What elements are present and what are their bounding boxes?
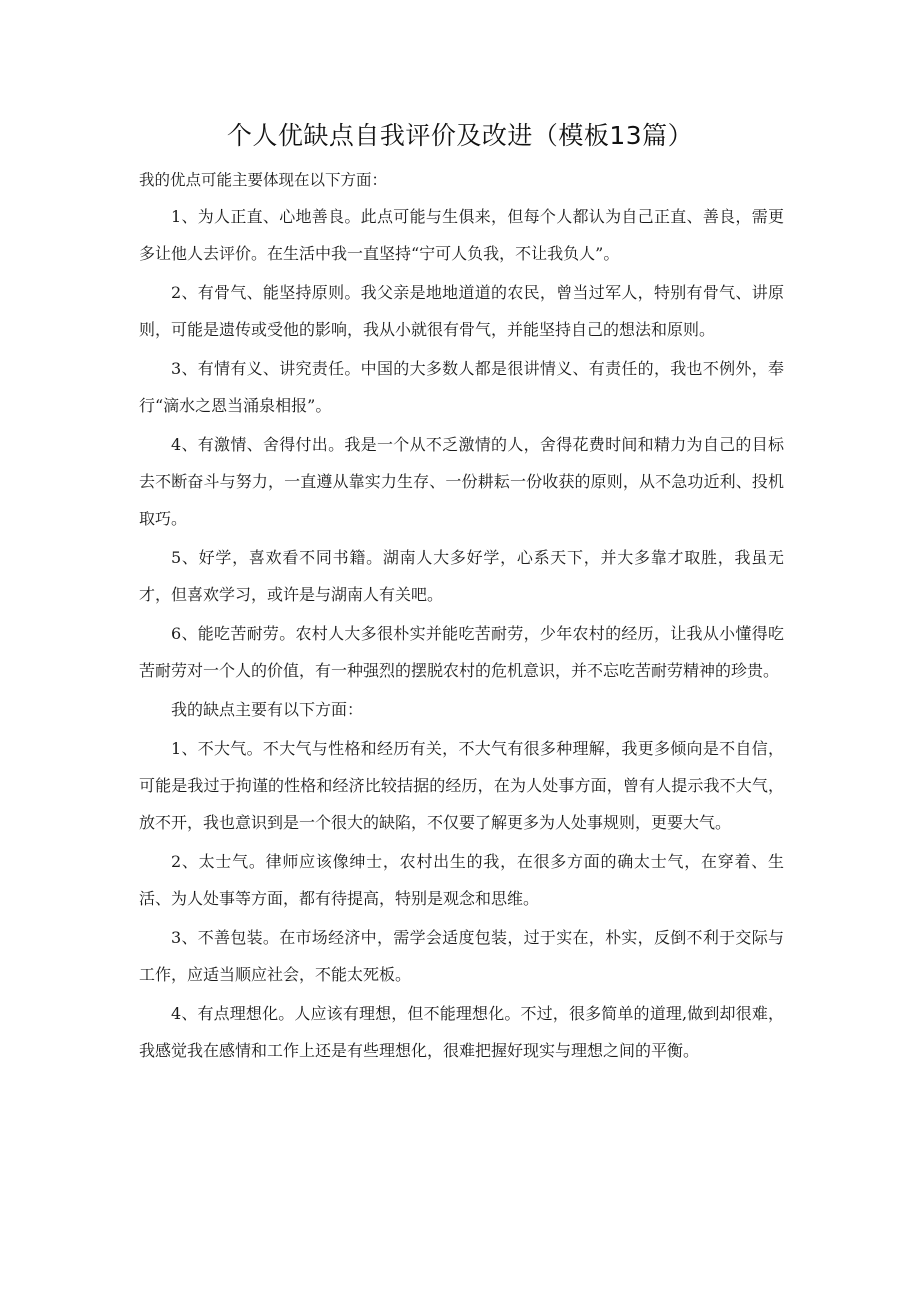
weaknesses-intro: 我的缺点主要有以下方面：: [171, 700, 364, 719]
strength-paragraph-1: 1、为人正直、心地善良。此点可能与生俱来，但每个人都认为自己正直、善良，需更多让他人去评价。在生活中我一直坚持“宁可人负我，不让我负人”。: [139, 207, 784, 263]
weakness-paragraph-1: 1、不大气。不大气与性格和经历有关，不大气有很多种理解，我更多倾向是不自信，可能是我过于拘谨的性格和经济比较拮据的经历，在为人处事方面，曾有人提示我不大气，放不开，我也意识到是一个很大的缺陷，不仅要了解更多为人处事规则，更要大气。: [139, 739, 784, 832]
weakness-paragraph-3: 3、不善包装。在市场经济中，需学会适度包装，过于实在，朴实，反倒不利于交际与工作，应适当顺应社会，不能太死板。: [139, 928, 784, 984]
strength-paragraph-6: 6、能吃苦耐劳。农村人大多很朴实并能吃苦耐劳，少年农村的经历，让我从小懂得吃苦耐劳对一个人的价值，有一种强烈的摆脱农村的危机意识，并不忘吃苦耐劳精神的珍贵。: [139, 624, 784, 680]
document-body: [139, 164, 784, 1071]
document-title: 个人优缺点自我评价及改进（模板13篇）: [226, 121, 694, 150]
strength-paragraph-2: 2、有骨气、能坚持原则。我父亲是地地道道的农民，曾当过军人，特别有骨气、讲原则，可能是遗传或受他的影响，我从小就很有骨气，并能坚持自己的想法和原则。: [139, 283, 784, 339]
strength-paragraph-3: 3、有情有义、讲究责任。中国的大多数人都是很讲情义、有责任的，我也不例外，奉行“滴水之恩当涌泉相报”。: [139, 359, 784, 415]
weakness-paragraph-2: 2、太士气。律师应该像绅士，农村出生的我，在很多方面的确太士气，在穿着、生活、为人处事等方面，都有待提高，特别是观念和思维。: [139, 852, 784, 908]
strengths-intro: 我的优点可能主要体现在以下方面：: [139, 171, 388, 189]
strength-paragraph-5: 5、好学，喜欢看不同书籍。湖南人大多好学，心系天下，并大多靠才取胜，我虽无才，但喜欢学习，或许是与湖南人有关吧。: [139, 548, 784, 604]
strength-paragraph-4: 4、有激情、舍得付出。我是一个从不乏激情的人，舍得花费时间和精力为自己的目标去不断奋斗与努力，一直遵从靠实力生存、一份耕耘一份收获的原则，从不急功近利、投机取巧。: [139, 435, 784, 528]
weakness-paragraph-4: 4、有点理想化。人应该有理想，但不能理想化。不过，很多简单的道理,做到却很难，我感觉我在感情和工作上还是有些理想化，很难把握好现实与理想之间的平衡。: [139, 1004, 784, 1060]
